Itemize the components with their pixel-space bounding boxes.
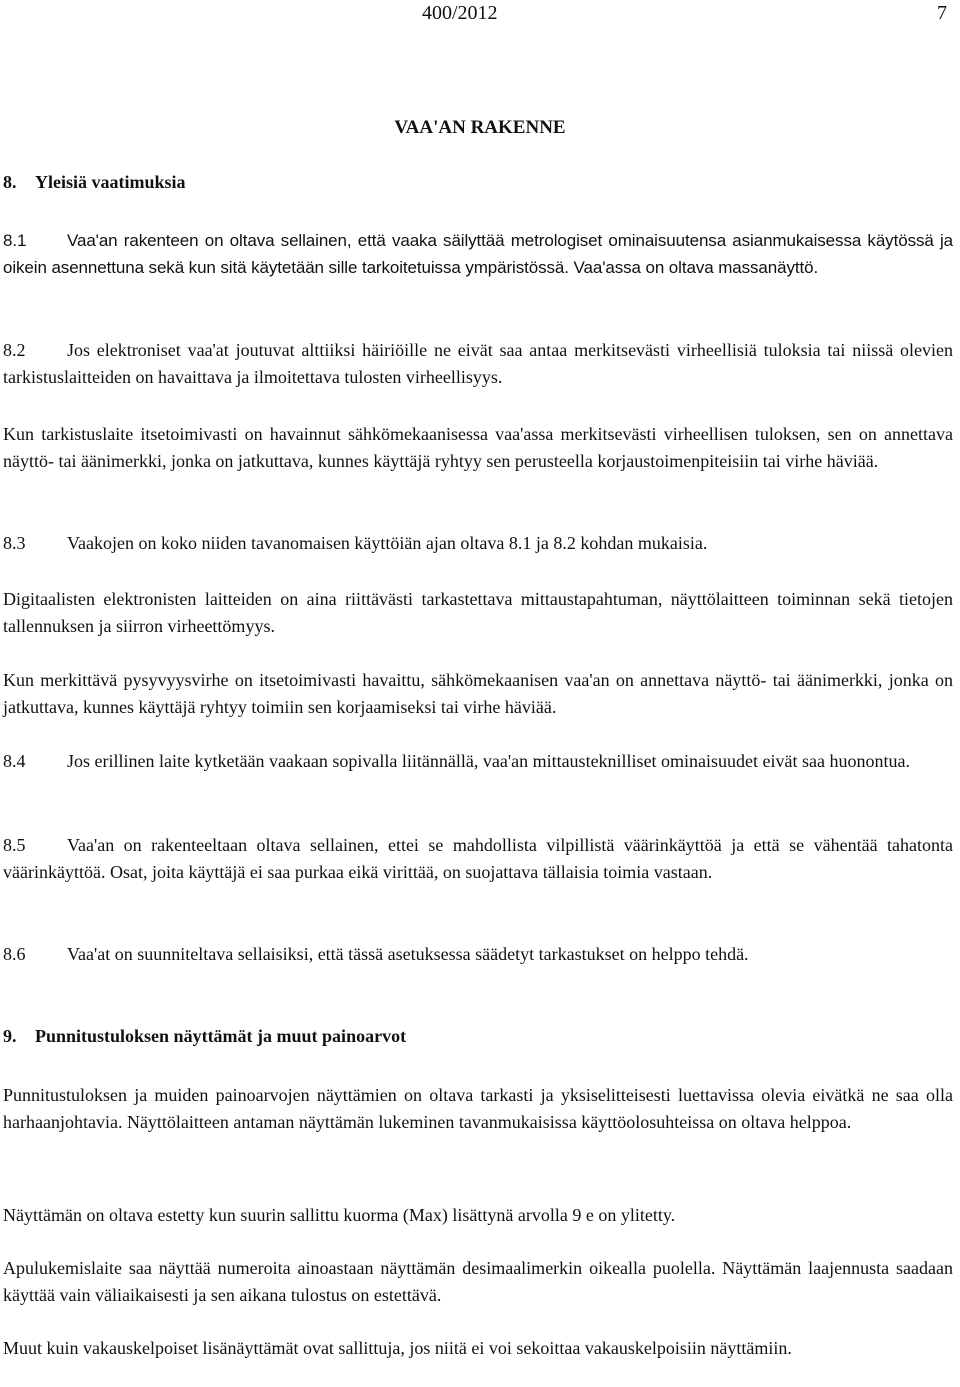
paragraph-8-6-number: 8.6 xyxy=(3,944,26,964)
paragraph-8-4-text: Jos erillinen laite kytketään vaakaan sopivalla liitännällä, vaa'an mittausteknilliset ominaisuudet eivät saa huonontua. xyxy=(67,751,910,771)
paragraph-8-4-number: 8.4 xyxy=(3,751,26,771)
paragraph-8-2 xyxy=(3,337,953,390)
paragraph-error-signal: Kun tarkistuslaite itsetoimivasti on havainnut sähkömekaanisessa vaa'assa merkitsevästi virheellisen tuloksen, sen on annettava näyttö- tai äänimerkki, jonka on jatkuttava, kunnes käyttäjä ryhtyy sen perusteella korjaustoimenpiteisiin tai virhe häviää. xyxy=(3,424,953,471)
paragraph-8-5-text: Vaa'an on rakenteeltaan oltava sellainen, ettei se mahdollista vilpillistä väärinkäyttöä ja että se vähentää tahatonta väärinkäyttöä. Osat, joita käyttäjä ei saa purkaa eikä virittää, on suojattava tällaisia toimia vastaan. xyxy=(3,835,953,882)
paragraph-8-4 xyxy=(3,748,953,775)
paragraph-8-6 xyxy=(3,941,953,968)
document-number: 400/2012 xyxy=(422,2,498,24)
section-8-heading xyxy=(3,172,186,193)
paragraph-8-3-text: Vaakojen on koko niiden tavanomaisen käyttöiän ajan oltava 8.1 ja 8.2 kohdan mukaisia. xyxy=(67,533,708,553)
section-9-number: 9. xyxy=(3,1026,17,1046)
paragraph-8-1-number: 8.1 xyxy=(3,231,27,250)
section-9-title: Punnitustuloksen näyttämät ja muut painoarvot xyxy=(35,1026,407,1046)
paragraph-8-1 xyxy=(3,228,953,281)
paragraph-8-2-number: 8.2 xyxy=(3,340,26,360)
page-title xyxy=(0,117,960,139)
paragraph-9-auxiliary: Apulukemislaite saa näyttää numeroita ainoastaan näyttämän desimaalimerkin oikealla puolella. Näyttämän laajennusta saadaan käyttää vain väliaikaisesti ja sen aikana tulostus on estettävä. xyxy=(3,1258,953,1305)
paragraph-9-max-load: Näyttämän on oltava estetty kun suurin sallittu kuorma (Max) lisättynä arvolla 9 e on ylitetty. xyxy=(3,1205,676,1225)
page-title-text: VAA'AN RAKENNE xyxy=(394,117,566,138)
paragraph-8-1-text: Vaa'an rakenteen on oltava sellainen, että vaaka säilyttää metrologiset ominaisuutensa asianmukaisessa käytössä ja oikein asennettuna sekä kun sitä käytetään sille tarkoitetuissa ympäristössä. Vaa'assa on oltava massanäyttö. xyxy=(3,231,953,277)
paragraph-9-readability: Punnitustuloksen ja muiden painoarvojen näyttämien on oltava tarkasti ja yksiselitteisesti luettavissa olevia eivätkä ne saa olla harhaanjohtavia. Näyttölaitteen antaman näyttämän lukeminen tavanmukaisissa käyttöolosuhteissa on oltava helppoa. xyxy=(3,1085,953,1132)
paragraph-8-2-text: Jos elektroniset vaa'at joutuvat alttiiksi häiriöille ne eivät saa antaa merkitsevästi virheellisiä tuloksia tai niissä olevien tarkistuslaitteiden on havaittava ja ilmoitettava tulosten virheellisyys. xyxy=(3,340,953,387)
paragraph-8-6-text: Vaa'at on suunniteltava sellaisiksi, että tässä asetuksessa säädetyt tarkastukset on helppo tehdä. xyxy=(67,944,749,964)
paragraph-9-additional: Muut kuin vakauskelpoiset lisänäyttämät ovat sallittuja, jos niitä ei voi sekoittaa vakauskelpoisiin näyttämiin. xyxy=(3,1338,792,1358)
paragraph-8-5-number: 8.5 xyxy=(3,835,26,855)
paragraph-digital-devices: Digitaalisten elektronisten laitteiden on aina riittävästi tarkastettava mittaustapahtuman, näyttölaitteen toiminnan sekä tietojen tallennuksen ja siirron virheettömyys. xyxy=(3,589,953,636)
section-9-heading xyxy=(3,1026,406,1047)
section-8-title: Yleisiä vaatimuksia xyxy=(35,172,186,192)
paragraph-8-5 xyxy=(3,832,953,885)
paragraph-durability-error: Kun merkittävä pysyvyysvirhe on itsetoimivasti havaittu, sähkömekaanisen vaa'an on annettava näyttö- tai äänimerkki, jonka on jatkuttava, kunnes käyttäjä ryhtyy toimiin sen korjaamiseksi tai virhe häviää. xyxy=(3,670,953,717)
section-8-number: 8. xyxy=(3,172,17,192)
page-number: 7 xyxy=(937,2,947,24)
paragraph-8-3 xyxy=(3,530,953,557)
paragraph-8-3-number: 8.3 xyxy=(3,533,26,553)
